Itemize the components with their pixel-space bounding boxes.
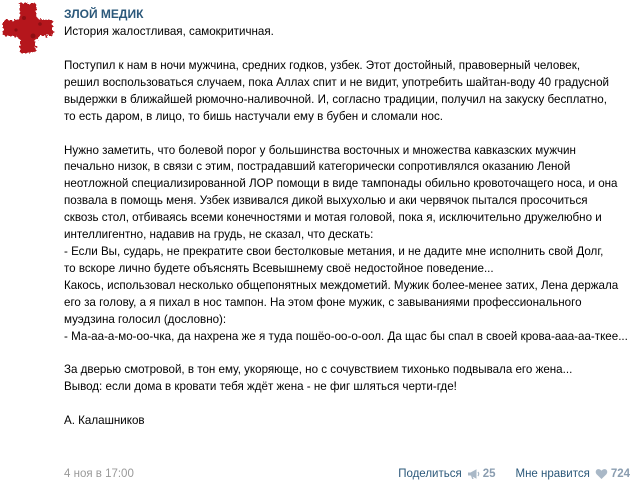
post-actions xyxy=(398,466,630,482)
red-cross-logo-icon xyxy=(0,0,56,56)
post-date[interactable]: 4 ноя в 17:00 xyxy=(64,468,134,480)
like-button[interactable]: Мне нравится xyxy=(515,468,590,480)
post-signature: А. Калашников xyxy=(64,414,145,428)
share-button[interactable]: Поделиться xyxy=(398,468,462,480)
post-text-line: то есть даром, в лицо, то бишь настучали ему в бубен и сломали нос. xyxy=(64,109,443,123)
post-text-line: За дверью смотровой, в тон ему, укоряюще, но с сочувствием тихонько подвывала его жена... xyxy=(64,363,573,377)
post-text-line: то вскоре лично будете объяснять Всевышнему своё недостойное поведение... xyxy=(64,261,494,275)
author-name[interactable]: ЗЛОЙ МЕДИК xyxy=(64,7,144,21)
post-text-line: Какось, использовал несколько общепонятных междометий. Мужик более-менее затих, Лена держала xyxy=(64,278,619,292)
post-text-line: - Ма-аа-а-мо-оо-чка, да нахрена же я туда пошёо-оо-о-оол. Да щас бы спал в своей крова-ааа-аа-ткее... xyxy=(64,329,628,343)
post-text-line: решил воспользоваться случаем, пока Аллах спит и не видит, употребить шайтан-воду 40 градусной xyxy=(64,75,610,89)
post-text-line: Нужно заметить, что болевой порог у большинства восточных и множества кавказских мужчин xyxy=(64,143,576,157)
post-text-line: - Если Вы, сударь, не прекратите свои бестолковые метания, и не дадите мне исполнить свой Долг, xyxy=(64,244,604,258)
share-count[interactable]: 25 xyxy=(482,468,496,480)
post-text-line: Поступил к нам в ночи мужчина, средних годков, узбек. Этот достойный, правоверный человек, xyxy=(64,58,581,72)
post-text-line: печально низок, в связи с этим, пострадавший категорически сопротивлялся оказанию Леной xyxy=(64,160,571,174)
post-text-line: сквозь стол, отбиваясь всеми конечностями и мотая головой, пока я, исключительно дружелюбно и xyxy=(64,211,602,225)
post-text-line: неотложной специализированной ЛОР помощи в виде тампонады обильно кровоточащего носа, и она xyxy=(64,177,618,191)
megaphone-icon[interactable] xyxy=(467,468,480,480)
post-text-line: интеллигентно, надавив на грудь, не сказал, что дескать: xyxy=(64,228,374,242)
post-text-line: муэдзина голосил (дословно): xyxy=(64,312,227,326)
like-count[interactable]: 724 xyxy=(610,468,630,480)
post-footer xyxy=(64,466,632,482)
post-text-line: его за голову, а я пихал в нос тампон. На этом фоне мужик, с завываниями профессионального xyxy=(64,295,582,309)
post-text-line: выдержки в ближайшей рюмочно-наливочной. И, согласно традиции, получил на закуску бесплатно, xyxy=(64,92,607,106)
heart-icon[interactable] xyxy=(595,468,608,480)
post-subtitle: История жалостливая, самокритичная. xyxy=(64,25,274,38)
avatar[interactable] xyxy=(0,0,56,56)
post-text xyxy=(64,24,636,430)
post-text-line: позвала в помощь меня. Узбек извивался дикой выхухолью и аки червячок пытался просочиться xyxy=(64,194,588,208)
post-text-line: Вывод: если дома в кровати тебя ждёт жена - не фиг шляться черти-где! xyxy=(64,380,457,394)
